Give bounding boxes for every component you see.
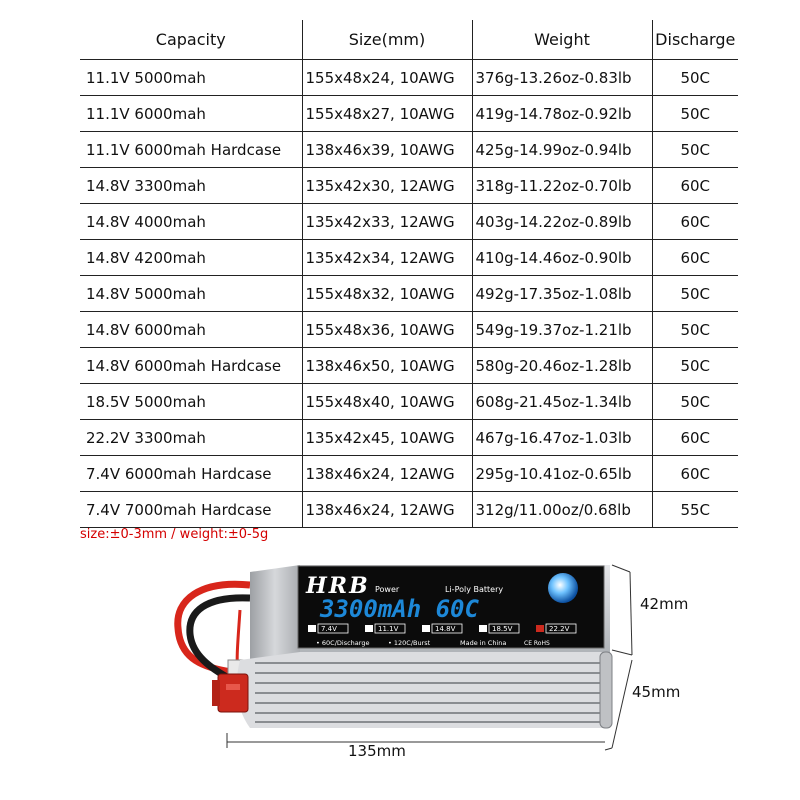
voltage-checkbox [422,625,430,632]
table-row [80,276,738,312]
battery-spec-item: Made in China [460,639,507,647]
table-row [80,168,738,204]
cell-capacity: 14.8V 6000mah [80,312,302,348]
cell-capacity: 14.8V 4200mah [80,240,302,276]
voltage-checkbox [308,625,316,632]
dimension-length-label: 135mm [348,742,406,760]
cell-weight: 295g-10.41oz-0.65lb [472,456,652,492]
cell-weight: 410g-14.46oz-0.90lb [472,240,652,276]
cell-discharge: 60C [652,240,738,276]
voltage-option-label: 11.1V [378,625,399,633]
tolerance-note: size:±0-3mm / weight:±0-5g [80,527,269,542]
battery-spec-item: • 120C/Burst [388,639,431,647]
cell-discharge: 60C [652,420,738,456]
cell-discharge: 50C [652,96,738,132]
cell-discharge: 50C [652,60,738,96]
cell-weight: 580g-20.46oz-1.28lb [472,348,652,384]
cell-size: 155x48x32, 10AWG [302,276,472,312]
table-row [80,60,738,96]
table-row [80,420,738,456]
voltage-option-label: 14.8V [435,625,456,633]
cell-capacity: 7.4V 6000mah Hardcase [80,456,302,492]
cell-capacity: 7.4V 7000mah Hardcase [80,492,302,528]
cell-size: 135x42x33, 12AWG [302,204,472,240]
cell-capacity: 14.8V 6000mah Hardcase [80,348,302,384]
spec-table [80,20,738,528]
cell-weight: 312g/11.00oz/0.68lb [472,492,652,528]
cell-weight: 425g-14.99oz-0.94lb [472,132,652,168]
cell-discharge: 50C [652,348,738,384]
table-row [80,384,738,420]
battery-ribs [237,652,610,728]
cell-weight: 492g-17.35oz-1.08lb [472,276,652,312]
header-size: Size(mm) [302,20,472,60]
table-row [80,312,738,348]
cell-size: 138x46x50, 10AWG [302,348,472,384]
globe-logo [548,573,578,603]
dimension-width-label: 45mm [632,683,681,701]
voltage-checkbox [479,625,487,632]
t-plug-connector [212,674,248,712]
cell-discharge: 50C [652,312,738,348]
cell-weight: 376g-13.26oz-0.83lb [472,60,652,96]
table-row [80,240,738,276]
capacity-label: 3300mAh 60C [320,595,479,623]
cell-discharge: 60C [652,204,738,240]
cell-capacity: 14.8V 5000mah [80,276,302,312]
cell-size: 155x48x36, 10AWG [302,312,472,348]
brand-power-text: Power [375,585,400,594]
cell-size: 138x46x24, 12AWG [302,456,472,492]
table-row [80,456,738,492]
brand-logo: HRB [306,573,370,599]
cell-capacity: 11.1V 6000mah Hardcase [80,132,302,168]
voltage-option-label: 7.4V [321,625,337,633]
cell-discharge: 50C [652,276,738,312]
header-row [80,20,738,60]
table-row [80,96,738,132]
cell-weight: 419g-14.78oz-0.92lb [472,96,652,132]
cell-weight: 403g-14.22oz-0.89lb [472,204,652,240]
cert-marks: CE RoHS [524,640,550,647]
cell-discharge: 60C [652,456,738,492]
cell-size: 135x42x30, 12AWG [302,168,472,204]
cell-capacity: 14.8V 3300mah [80,168,302,204]
cell-weight: 608g-21.45oz-1.34lb [472,384,652,420]
header-discharge: Discharge [652,20,738,60]
cell-weight: 467g-16.47oz-1.03lb [472,420,652,456]
voltage-option-label: 22.2V [549,625,570,633]
table-row [80,204,738,240]
cell-capacity: 22.2V 3300mah [80,420,302,456]
dimension-height-label: 42mm [640,595,689,613]
cell-capacity: 11.1V 5000mah [80,60,302,96]
battery-spec-item: • 60C/Discharge [316,639,370,647]
voltage-option-label: 18.5V [492,625,513,633]
cell-size: 155x48x40, 10AWG [302,384,472,420]
battery-illustration [0,550,800,800]
battery-type-text: Li-Poly Battery [445,585,504,594]
cell-discharge: 50C [652,384,738,420]
cell-discharge: 60C [652,168,738,204]
table-row [80,132,738,168]
cell-size: 138x46x39, 10AWG [302,132,472,168]
header-capacity: Capacity [80,20,302,60]
header-weight: Weight [472,20,652,60]
cell-discharge: 55C [652,492,738,528]
cell-size: 155x48x24, 10AWG [302,60,472,96]
cell-weight: 318g-11.22oz-0.70lb [472,168,652,204]
cell-capacity: 18.5V 5000mah [80,384,302,420]
table-row [80,492,738,528]
voltage-checkbox [365,625,373,632]
cell-capacity: 11.1V 6000mah [80,96,302,132]
cell-weight: 549g-19.37oz-1.21lb [472,312,652,348]
cell-discharge: 50C [652,132,738,168]
cell-size: 135x42x45, 10AWG [302,420,472,456]
table-row [80,348,738,384]
cell-size: 135x42x34, 12AWG [302,240,472,276]
cell-capacity: 14.8V 4000mah [80,204,302,240]
cell-size: 155x48x27, 10AWG [302,96,472,132]
cell-size: 138x46x24, 12AWG [302,492,472,528]
battery-spec-line [316,639,506,647]
voltage-checkbox [536,625,544,632]
